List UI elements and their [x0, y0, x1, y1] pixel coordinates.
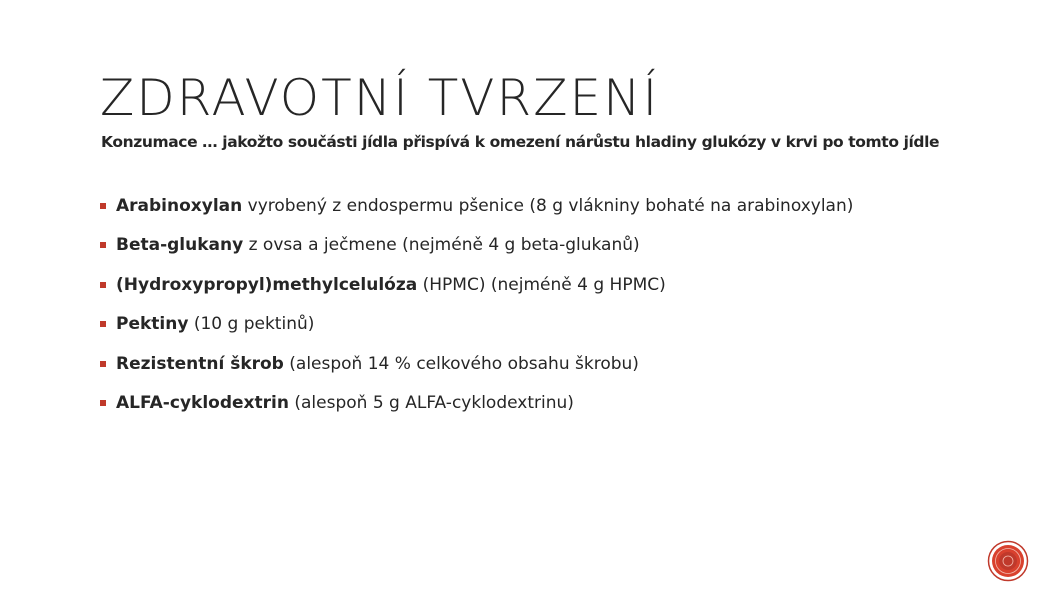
square-bullet-icon: [100, 400, 106, 406]
bullet-detail: vyrobený z endospermu pšenice (8 g vlákniny bohaté na arabinoxylan): [247, 195, 854, 216]
bullet-detail: (alespoň 14 % celkového obsahu škrobu): [289, 353, 639, 374]
bullet-term: ALFA-cyklodextrin: [116, 393, 289, 414]
bullet-term: Arabinoxylan: [116, 195, 243, 216]
list-item: [100, 305, 853, 345]
list-item: [100, 226, 853, 266]
list-item: [100, 265, 853, 305]
circular-seal-icon: [987, 540, 1029, 582]
square-bullet-icon: [100, 282, 106, 288]
list-item: [100, 384, 853, 424]
list-item: [100, 344, 853, 384]
square-bullet-icon: [100, 203, 106, 209]
bullet-detail: (alespoň 5 g ALFA-cyklodextrinu): [294, 393, 574, 414]
bullet-term: Pektiny: [116, 314, 189, 335]
bullet-detail: (10 g pektinů): [193, 314, 315, 335]
square-bullet-icon: [100, 242, 106, 248]
bullet-list: [100, 186, 853, 423]
slide-subtitle: Konzumace … jakožto součásti jídla přispívá k omezení nárůstu hladiny glukózy v krvi po tomto jídle: [101, 133, 940, 151]
bullet-term: Rezistentní škrob: [116, 353, 284, 374]
bullet-term: Beta-glukany: [116, 235, 244, 256]
slide-title: ZDRAVOTNÍ TVRZENÍ: [100, 69, 660, 127]
bullet-term: (Hydroxypropyl)methylcelulóza: [116, 274, 418, 295]
bullet-detail: z ovsa a ječmene (nejméně 4 g beta-glukanů): [248, 235, 640, 256]
square-bullet-icon: [100, 361, 106, 367]
square-bullet-icon: [100, 321, 106, 327]
bullet-detail: (HPMC) (nejméně 4 g HPMC): [422, 274, 666, 295]
list-item: [100, 186, 853, 226]
